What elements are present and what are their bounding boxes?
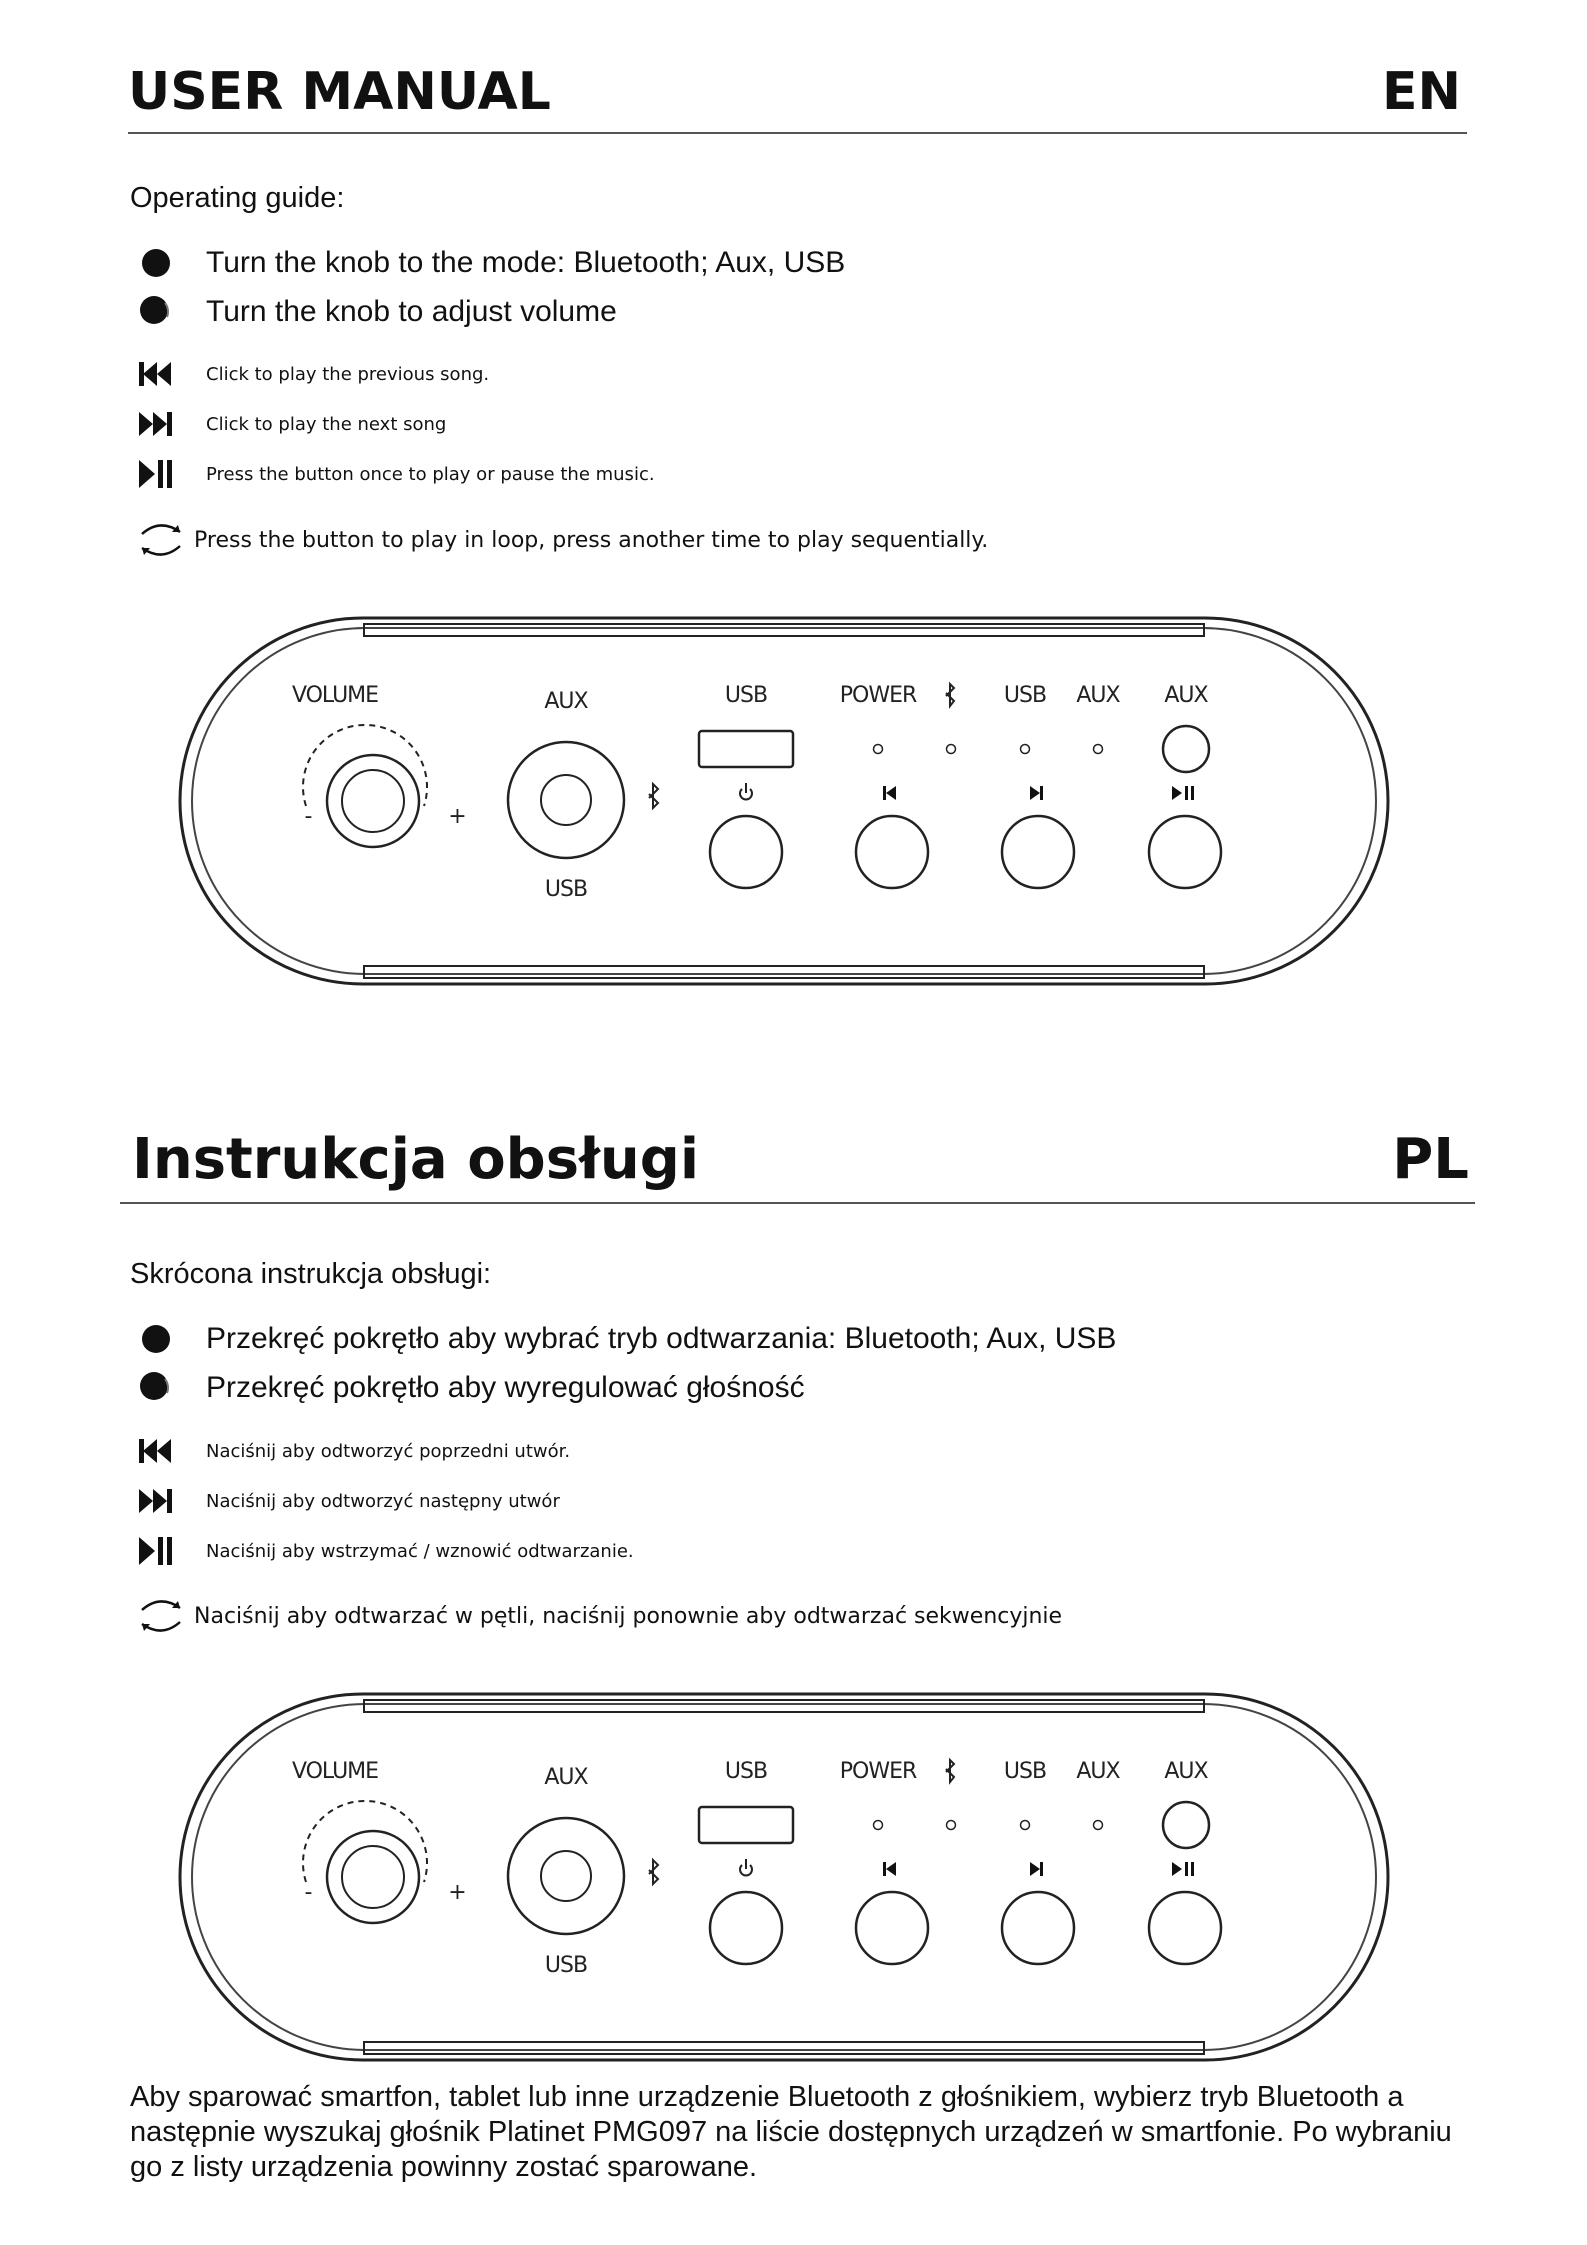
aux-led xyxy=(1094,1821,1103,1830)
volume-knob-cap xyxy=(342,1846,404,1908)
play-pause-button[interactable] xyxy=(1149,816,1221,888)
play-pause-icon xyxy=(136,1531,176,1571)
page-title: USER MANUAL xyxy=(128,62,551,122)
usb-port-label: USB xyxy=(724,1759,768,1784)
aux-indicator-label: AUX xyxy=(1076,1759,1120,1784)
bluetooth-icon xyxy=(649,1860,658,1884)
next-track-icon xyxy=(1030,786,1043,800)
volume-dashed-arc xyxy=(303,725,427,806)
panel-outline xyxy=(180,618,1388,984)
play-pause-button[interactable] xyxy=(1149,1892,1221,1964)
panel-inner-outline xyxy=(192,628,1376,974)
loop-item xyxy=(138,1596,1062,1636)
bluetooth-led xyxy=(947,1821,956,1830)
usb-port-label: USB xyxy=(724,683,768,708)
loop-icon xyxy=(138,1596,184,1636)
volume-minus-label: - xyxy=(304,804,312,829)
volume-label: VOLUME xyxy=(291,683,379,708)
power-indicator-label: POWER xyxy=(839,683,917,708)
mode-knob-cap xyxy=(541,1851,591,1901)
play-pause-item xyxy=(136,454,655,494)
panel-inner-outline xyxy=(192,1704,1376,2050)
next-button[interactable] xyxy=(1002,1892,1074,1964)
mode-usb-label: USB xyxy=(544,1953,588,1978)
language-code: PL xyxy=(1392,1127,1469,1192)
header-pl xyxy=(120,1100,1475,1204)
play-pause-text: Naciśnij aby wstrzymać / wznowić odtwarzanie. xyxy=(206,1540,634,1562)
mode-knob-text: Przekręć pokrętło aby wybrać tryb odtwarzania: Bluetooth; Aux, USB xyxy=(206,1322,1117,1355)
panel-bottom-trim xyxy=(364,966,1204,978)
bluetooth-indicator-icon xyxy=(946,1760,954,1782)
loop-icon xyxy=(138,520,184,560)
mode-aux-label: AUX xyxy=(544,1765,588,1790)
next-button[interactable] xyxy=(1002,816,1074,888)
control-panel-svg xyxy=(176,1690,1392,2074)
aux-led xyxy=(1094,745,1103,754)
power-led xyxy=(874,1821,883,1830)
mode-knob[interactable] xyxy=(508,1818,624,1934)
prev-text: Naciśnij aby odtworzyć poprzedni utwór. xyxy=(206,1440,571,1462)
filled-circle-icon xyxy=(136,243,176,283)
aux-jack-label: AUX xyxy=(1164,1759,1208,1784)
control-panel-diagram-pl xyxy=(176,1690,1392,2074)
control-panel-diagram-en xyxy=(176,614,1392,998)
next-text: Click to play the next song xyxy=(206,413,447,435)
power-led xyxy=(874,745,883,754)
mode-knob-item xyxy=(136,243,845,283)
pairing-instructions: Aby sparować smartfon, tablet lub inne urządzenie Bluetooth z głośnikiem, wybierz tryb Bluetooth a następnie wyszukaj głośnik Platinet PMG097 na liście dostępnych urządzeń w smartfonie. Po wybraniu go z listy urządzenia powinny zostać sparowane. xyxy=(130,2081,1452,2183)
volume-minus-label: - xyxy=(304,1880,312,1905)
page-title: Instrukcja obsługi xyxy=(132,1127,700,1192)
bluetooth-led xyxy=(947,745,956,754)
mode-knob-item xyxy=(136,1319,1116,1359)
operating-guide-heading: Operating guide: xyxy=(130,182,345,214)
panel-top-trim xyxy=(364,1700,1204,1712)
next-track-icon xyxy=(136,1481,176,1521)
next-item xyxy=(136,404,446,444)
previous-button[interactable] xyxy=(856,816,928,888)
next-text: Naciśnij aby odtworzyć następny utwór xyxy=(206,1490,560,1512)
panel-top-trim xyxy=(364,624,1204,636)
bluetooth-indicator-icon xyxy=(946,684,954,706)
prev-item xyxy=(136,1431,570,1471)
power-button[interactable] xyxy=(710,1892,782,1964)
volume-plus-label: + xyxy=(448,804,466,829)
prev-item xyxy=(136,354,489,394)
panel-bottom-trim xyxy=(364,2042,1204,2054)
previous-button[interactable] xyxy=(856,1892,928,1964)
previous-track-icon xyxy=(136,354,176,394)
mode-knob-cap xyxy=(541,775,591,825)
previous-track-icon xyxy=(136,1431,176,1471)
filled-circle-icon xyxy=(136,1368,176,1408)
play-pause-text: Press the button once to play or pause the music. xyxy=(206,463,655,485)
loop-text: Naciśnij aby odtwarzać w pętli, naciśnij ponownie aby odtwarzać sekwencyjnie xyxy=(194,1603,1063,1629)
filled-circle-icon xyxy=(136,1319,176,1359)
power-indicator-label: POWER xyxy=(839,1759,917,1784)
usb-port[interactable] xyxy=(699,1807,793,1843)
aux-jack[interactable] xyxy=(1163,1802,1209,1848)
power-button[interactable] xyxy=(710,816,782,888)
loop-text: Press the button to play in loop, press another time to play sequentially. xyxy=(194,527,989,553)
play-pause-icon xyxy=(1172,1862,1194,1876)
volume-knob-text: Turn the knob to adjust volume xyxy=(206,295,617,328)
mode-aux-label: AUX xyxy=(544,689,588,714)
volume-knob[interactable] xyxy=(327,755,419,847)
usb-port[interactable] xyxy=(699,731,793,767)
bluetooth-icon xyxy=(649,784,658,808)
volume-label: VOLUME xyxy=(291,1759,379,1784)
volume-knob-item xyxy=(136,1368,805,1408)
mode-knob-text: Turn the knob to the mode: Bluetooth; Aux, USB xyxy=(206,246,846,279)
volume-knob[interactable] xyxy=(327,1831,419,1923)
mode-usb-label: USB xyxy=(544,877,588,902)
usb-indicator-label: USB xyxy=(1003,683,1047,708)
mode-knob[interactable] xyxy=(508,742,624,858)
volume-knob-item xyxy=(136,292,617,332)
next-item xyxy=(136,1481,560,1521)
language-code: EN xyxy=(1381,62,1461,122)
loop-item xyxy=(138,520,988,560)
volume-plus-label: + xyxy=(448,1880,466,1905)
volume-dashed-arc xyxy=(303,1801,427,1882)
panel-outline xyxy=(180,1694,1388,2060)
play-pause-icon xyxy=(136,454,176,494)
prev-text: Click to play the previous song. xyxy=(206,363,490,385)
aux-jack[interactable] xyxy=(1163,726,1209,772)
power-icon xyxy=(740,783,752,799)
power-icon xyxy=(740,1859,752,1875)
header-en xyxy=(128,30,1467,134)
usb-led xyxy=(1021,745,1030,754)
aux-indicator-label: AUX xyxy=(1076,683,1120,708)
volume-knob-cap xyxy=(342,770,404,832)
usb-indicator-label: USB xyxy=(1003,1759,1047,1784)
usb-led xyxy=(1021,1821,1030,1830)
short-guide-heading: Skrócona instrukcja obsługi: xyxy=(130,1258,492,1290)
play-pause-icon xyxy=(1172,786,1194,800)
previous-track-icon xyxy=(883,786,896,800)
volume-knob-text: Przekręć pokrętło aby wyregulować głośność xyxy=(206,1371,805,1404)
next-track-icon xyxy=(136,404,176,444)
play-pause-item xyxy=(136,1531,634,1571)
control-panel-svg xyxy=(176,614,1392,998)
next-track-icon xyxy=(1030,1862,1043,1876)
aux-jack-label: AUX xyxy=(1164,683,1208,708)
previous-track-icon xyxy=(883,1862,896,1876)
filled-circle-icon xyxy=(136,292,176,332)
